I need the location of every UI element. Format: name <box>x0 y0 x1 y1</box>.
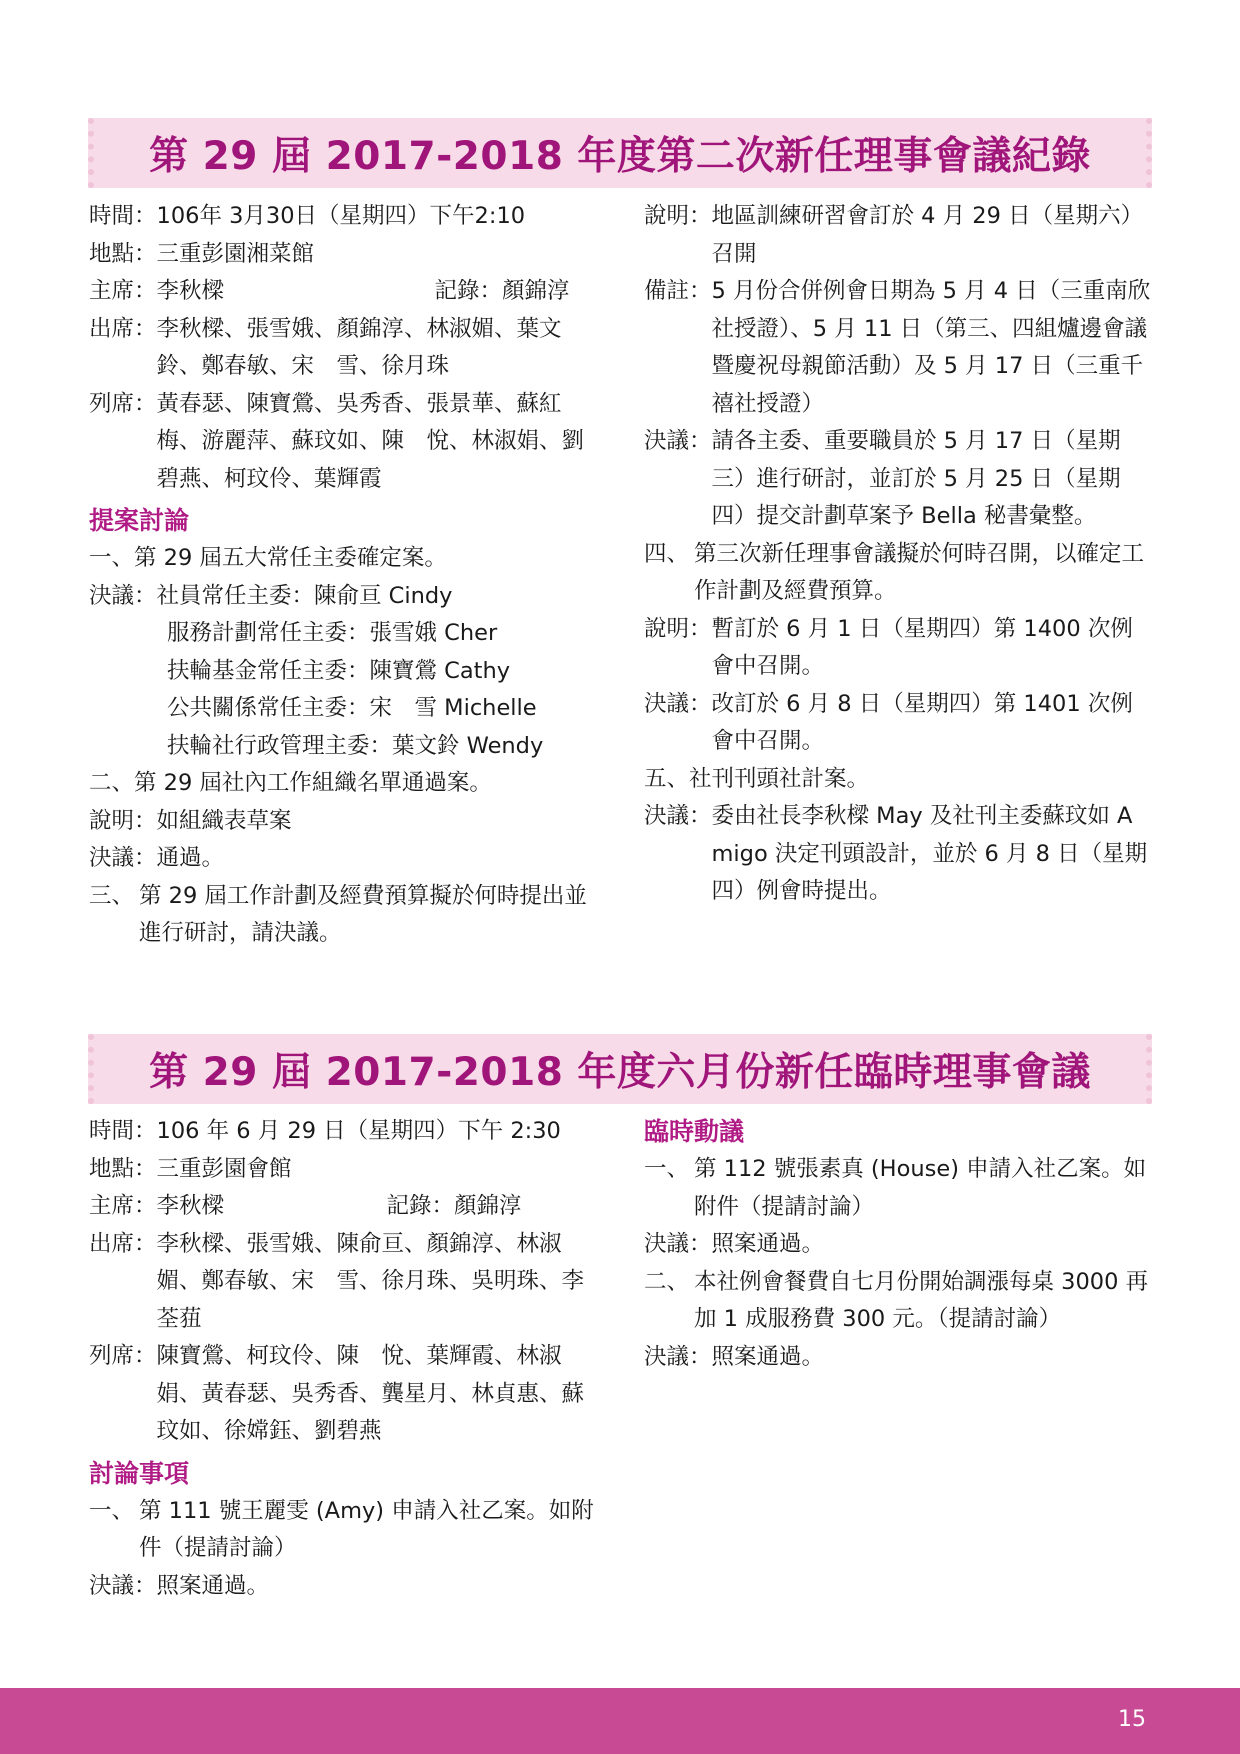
remark-3: 備註： 5 月份合併例會日期為 5 月 4 日（三重南欣社授證）、5 月 11 日（第三、四組爐邊會議暨慶祝母親節活動）及 5 月 17 日（三重千禧社授證） <box>644 278 1151 417</box>
present-row: 出席： 李秋樑、張雪娥、陳俞亘、顏錦淳、林淑媚、鄭春敏、宋 雪、徐月珠、吳明珠、李荃莥 <box>89 1230 585 1332</box>
decision-2: 決議： 通過。 <box>89 845 225 871</box>
motion-2: 二、 本社例會餐費自七月份開始調漲每桌 3000 再加 1 成服務費 300 元。（提請討論） <box>644 1268 1149 1332</box>
page-number: 15 <box>1118 1707 1146 1732</box>
proposal-2: 二、第 29 屆社內工作組織名單通過案。 <box>89 770 492 796</box>
section-heading: 提案討論 <box>89 506 190 535</box>
decision-5: 決議： 委由社長李秋樑 May 及社刊主委蘇玟如 Amigo 決定刊頭設計，並於 6 月 8 日（星期四）例會時提出。 <box>644 803 1148 904</box>
meeting1-title: 第 29 屆 2017-2018 年度第二次新任理事會議紀錄 <box>149 134 1091 179</box>
chair-row: 主席： 李秋樑 記錄：顏錦淳 <box>89 278 570 304</box>
present-row: 出席： 李秋樑、張雪娥、顏錦淳、林淑媚、葉文鈴、鄭春敏、宋 雪、徐月珠 <box>89 315 562 379</box>
motion-1: 一、 第 112 號張素真 (House) 申請入社乙案。如附件（提請討論） <box>644 1156 1147 1220</box>
recorder: 記錄：顏錦淳 <box>434 278 570 304</box>
meeting2-title-banner <box>88 1034 1152 1104</box>
meeting2-left-column <box>89 1113 599 1605</box>
proposal-1: 一、第 29 屆五大常任主委確定案。 <box>89 545 447 571</box>
place-row: 地點： 三重彭園會館 <box>89 1155 292 1182</box>
page-footer <box>0 1688 1240 1754</box>
proposal-5: 五、社刊刊頭社計案。 <box>644 765 870 792</box>
meeting1-left-column: 時間： 106年 3月30日（星期四）下午2:10 地點： 三重彭園湘菜館 主席： 李秋樑 記錄：顏錦淳 出席： 李秋樑、張雪娥、顏錦淳、林淑媚、葉文鈴、鄭春敏、宋 雪、徐月珠 列席： 黃春瑟、陳寶鶯、吳秀香、張景華、蘇紅梅、游麗萍、蘇玟如、陳 悅、林淑娟、劉碧燕、柯玟伶、葉輝霞 提案討論 一、第 29 屆五大常任主委確定案。 決議： 社員常任主委：陳俞亘 Cindy 服務計劃常任主委：張雪娥 Cher 扶輪基金常任主委：陳寶鶯 Cathy 公共關係常任主委：宋 雪 Michelle 扶輪社行政管理主委：葉文鈴 Wendy 二、第 29 屆社內工作組織名單通過案。 說明： 如組織表草案 決議： 通過。 三、 第 29 屆工作計劃及經費預算擬於何時提出並進行研討，請決議。 <box>89 198 599 953</box>
note-4: 說明： 暫訂於 6 月 1 日（星期四）第 1400 次例會中召開。 <box>644 615 1133 679</box>
place-row: 地點： 三重彭園湘菜館 <box>89 240 315 267</box>
meeting1-title-banner <box>88 118 1152 188</box>
meeting2-right-column <box>644 1113 1154 1376</box>
section-heading-extra: 臨時動議 <box>644 1117 745 1146</box>
attend-row: 列席： 黃春瑟、陳寶鶯、吳秀香、張景華、蘇紅梅、游麗萍、蘇玟如、陳 悅、林淑娟、劉碧燕、柯玟伶、葉輝霞 <box>89 390 585 492</box>
section-heading: 討論事項 <box>89 1458 190 1488</box>
proposal-4: 四、 第三次新任理事會議擬於何時召開，以確定工作計劃及經費預算。 <box>644 540 1145 604</box>
recorder: 記錄：顏錦淳 <box>386 1193 522 1219</box>
note-3: 說明： 地區訓練研習會訂於 4 月 29 日（星期六）召開 <box>644 203 1144 267</box>
meeting1-right-column <box>644 198 1154 911</box>
decision-4: 決議： 改訂於 6 月 8 日（星期四）第 1401 次例會中召開。 <box>644 690 1133 754</box>
proposal-3: 三、 第 29 屆工作計劃及經費預算擬於何時提出並進行研討，請決議。 <box>89 882 587 946</box>
motion-decision-1: 決議： 照案通過。 <box>644 1231 825 1257</box>
time-row: 時間： 106年 3月30日（星期四）下午2:10 <box>89 203 526 229</box>
motion-decision-2: 決議： 照案通過。 <box>644 1343 825 1370</box>
decision-1: 決議： 照案通過。 <box>89 1572 270 1599</box>
chair-row: 主席： 李秋樑 記錄：顏錦淳 <box>89 1193 522 1219</box>
decision-1: 決議： 社員常任主委：陳俞亘 Cindy <box>89 582 453 609</box>
meeting2-title: 第 29 屆 2017-2018 年度六月份新任臨時理事會議 <box>149 1050 1091 1095</box>
decision-3: 決議： 請各主委、重要職員於 5 月 17 日（星期三）進行研討，並訂於 5 月 25 日（星期四）提交計劃草案予 Bella 秘書彙整。 <box>644 428 1121 529</box>
attend-row: 列席： 陳寶鶯、柯玟伶、陳 悅、葉輝霞、林淑娟、黃春瑟、吳秀香、龔星月、林貞惠、蘇玟如、徐嫦鈺、劉碧燕 <box>89 1343 585 1444</box>
time-row: 時間： 106 年 6 月 29 日（星期四）下午 2:30 <box>89 1118 561 1144</box>
note-2: 說明： 如組織表草案 <box>89 807 292 834</box>
proposal-1: 一、 第 111 號王麗雯 (Amy) 申請入社乙案。如附件（提請討論） <box>89 1497 594 1561</box>
